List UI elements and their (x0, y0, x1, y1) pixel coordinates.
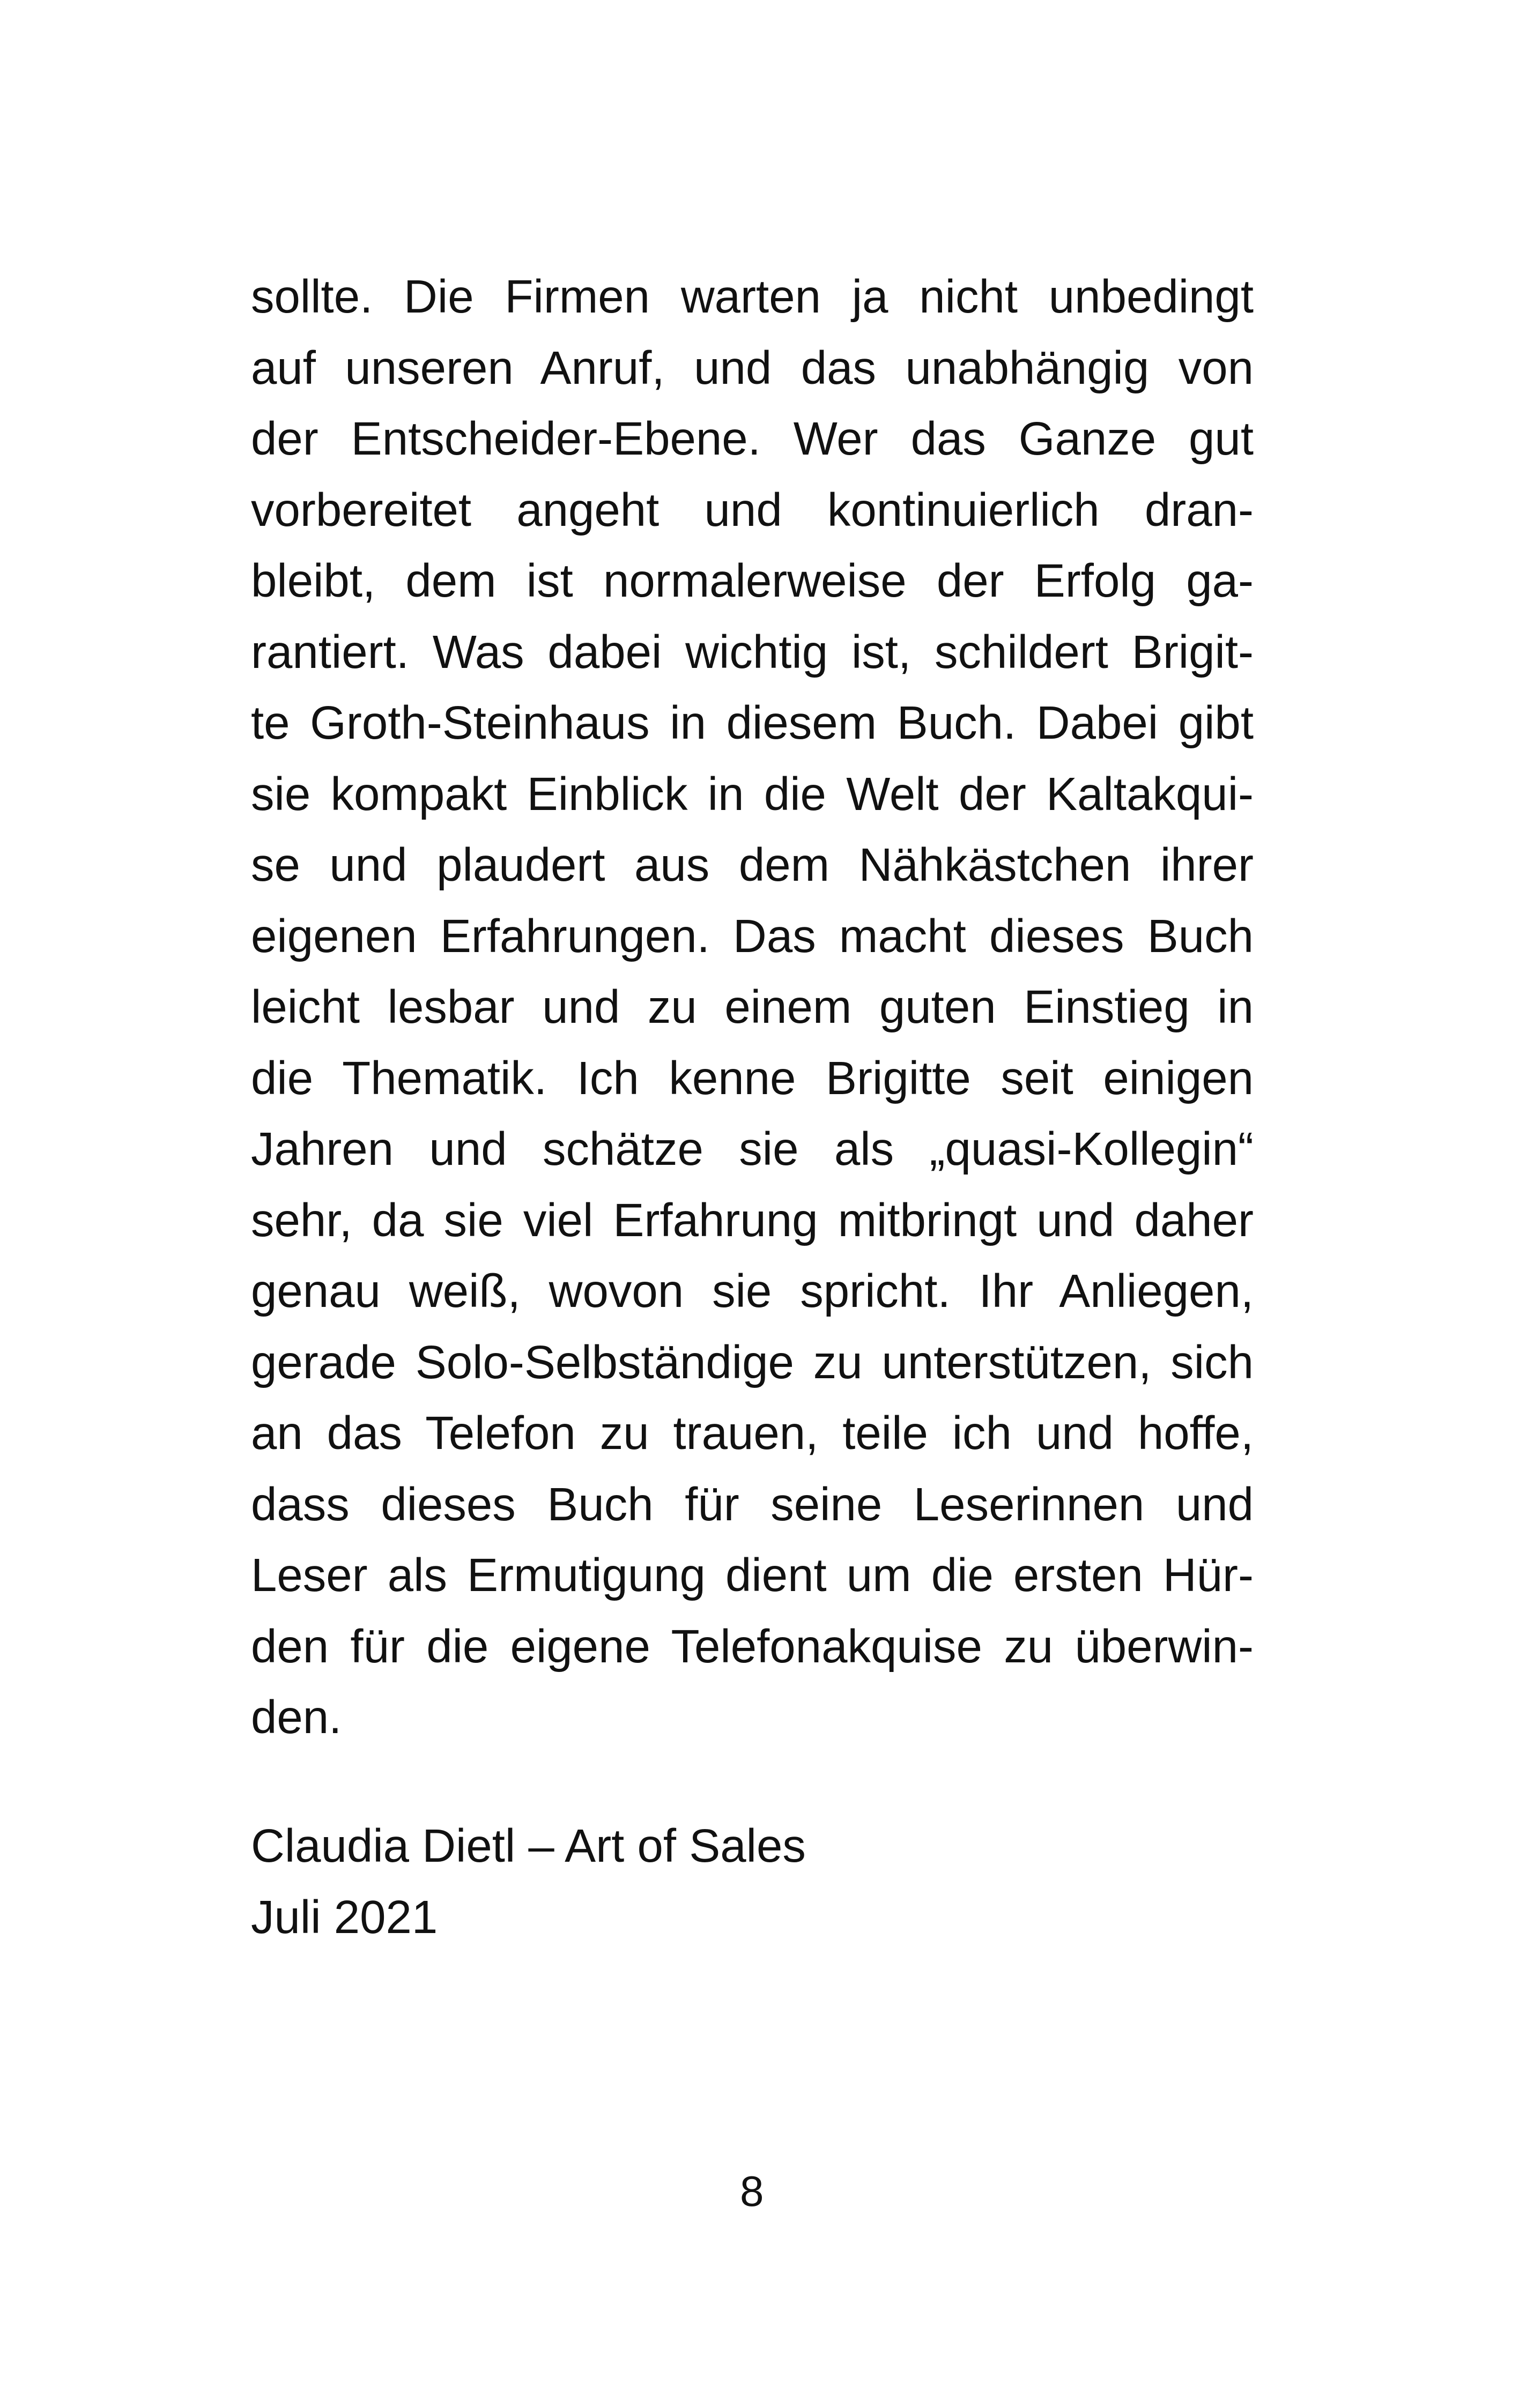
signature-block (251, 1811, 806, 1953)
text-line: Jahren und schätze sie als „quasi-Kollegin“ (251, 1123, 1254, 1175)
text-line: se und plaudert aus dem Nähkästchen ihrer (251, 839, 1254, 891)
text-line: Leser als Ermutigung dient um die ersten Hür- (251, 1549, 1254, 1601)
text-line: den. (251, 1691, 342, 1743)
text-line: an das Telefon zu trauen, teile ich und hoffe, (251, 1407, 1254, 1459)
text-line: eigenen Erfahrungen. Das macht dieses Buch (251, 910, 1254, 962)
text-line: sollte. Die Firmen warten ja nicht unbedingt (251, 271, 1254, 323)
text-line: te Groth-Steinhaus in diesem Buch. Dabei gibt (251, 697, 1254, 749)
text-line: leicht lesbar und zu einem guten Einstieg in (251, 981, 1254, 1033)
text-line: genau weiß, wovon sie spricht. Ihr Anliegen, (251, 1265, 1254, 1317)
text-line: der Entscheider-Ebene. Wer das Ganze gut (251, 413, 1254, 465)
text-line: sie kompakt Einblick in die Welt der Kaltakqui- (251, 768, 1254, 820)
body-paragraph (251, 262, 1254, 1753)
text-line: die Thematik. Ich kenne Brigitte seit einigen (251, 1052, 1254, 1104)
text-line: den für die eigene Telefonakquise zu überwin- (251, 1620, 1254, 1673)
signature-date: Juli 2021 (251, 1891, 438, 1943)
text-line: vorbereitet angeht und kontinuierlich dran- (251, 484, 1254, 536)
text-line: rantiert. Was dabei wichtig ist, schildert Brigit- (251, 626, 1254, 678)
text-line: auf unseren Anruf, und das unabhängig von (251, 341, 1254, 394)
text-line: sehr, da sie viel Erfahrung mitbringt und daher (251, 1194, 1254, 1246)
text-line: gerade Solo-Selbständige zu unterstützen, sich (251, 1336, 1254, 1388)
text-line: dass dieses Buch für seine Leserinnen und (251, 1478, 1254, 1530)
page-number: 8 (740, 2167, 764, 2215)
text-line: bleibt, dem ist normalerweise der Erfolg ga- (251, 555, 1254, 607)
signature-author: Claudia Dietl – Art of Sales (251, 1820, 806, 1872)
